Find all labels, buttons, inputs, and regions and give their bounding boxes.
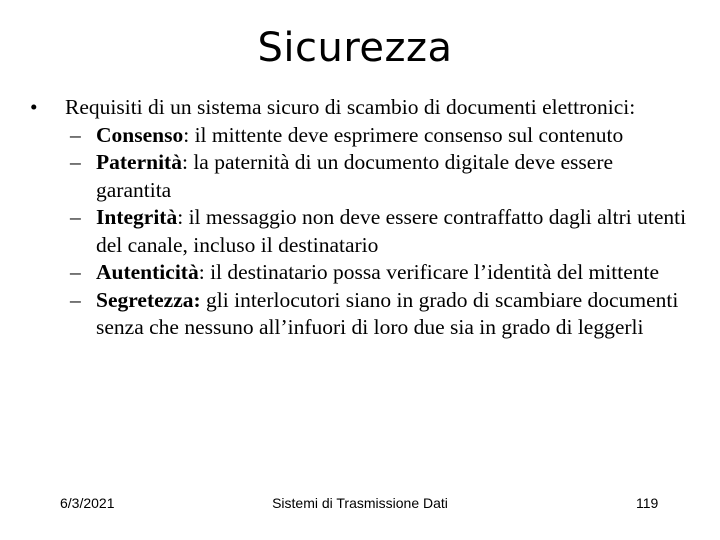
dash-marker: –	[70, 122, 81, 147]
term-separator: :	[177, 205, 184, 229]
term-label: Segretezza:	[96, 287, 201, 312]
sub-item-consenso	[30, 122, 690, 150]
sub-item-autenticita	[30, 259, 690, 287]
sub-item-text: il destinatario possa verificare l’identità del mittente	[204, 260, 660, 284]
dash-marker: –	[70, 260, 81, 284]
footer-course-title: Sistemi di Trasmissione Dati	[272, 495, 448, 511]
bullet-text: Requisiti di un sistema sicuro di scambio di documenti elettronici:	[65, 95, 636, 119]
sub-item-text: il mittente deve esprimere consenso sul contenuto	[189, 122, 624, 147]
sub-item-text: la paternità di un documento digitale deve essere garantita	[96, 150, 614, 202]
footer-page-number: 119	[636, 495, 659, 511]
sub-item-paternita	[30, 149, 690, 204]
bullet-marker: •	[30, 95, 38, 119]
term-separator: :	[198, 260, 205, 284]
sub-item-text: il messaggio non deve essere contraffatto dagli altri utenti del canale, incluso il destinatario	[96, 205, 687, 257]
term-separator: :	[181, 150, 188, 174]
term-label: Integrità	[96, 205, 178, 229]
dash-marker: –	[70, 150, 81, 174]
dash-marker: –	[70, 205, 81, 229]
bullet-item	[30, 94, 690, 122]
term-label: Autenticità	[96, 260, 199, 284]
term-label: Paternità	[96, 150, 182, 174]
sub-item-segretezza	[30, 287, 690, 342]
footer-date: 6/3/2021	[60, 495, 115, 511]
slide-title: Sicurezza	[257, 25, 453, 71]
term-separator: :	[183, 122, 190, 147]
sub-item-text: gli interlocutori siano in grado di scambiare documenti senza che nessuno all’infuori di loro due sia in grado di leggerli	[96, 287, 679, 339]
sub-item-integrita	[30, 204, 690, 259]
dash-marker: –	[70, 287, 81, 312]
term-label: Consenso	[96, 122, 184, 147]
slide-body	[30, 94, 690, 342]
